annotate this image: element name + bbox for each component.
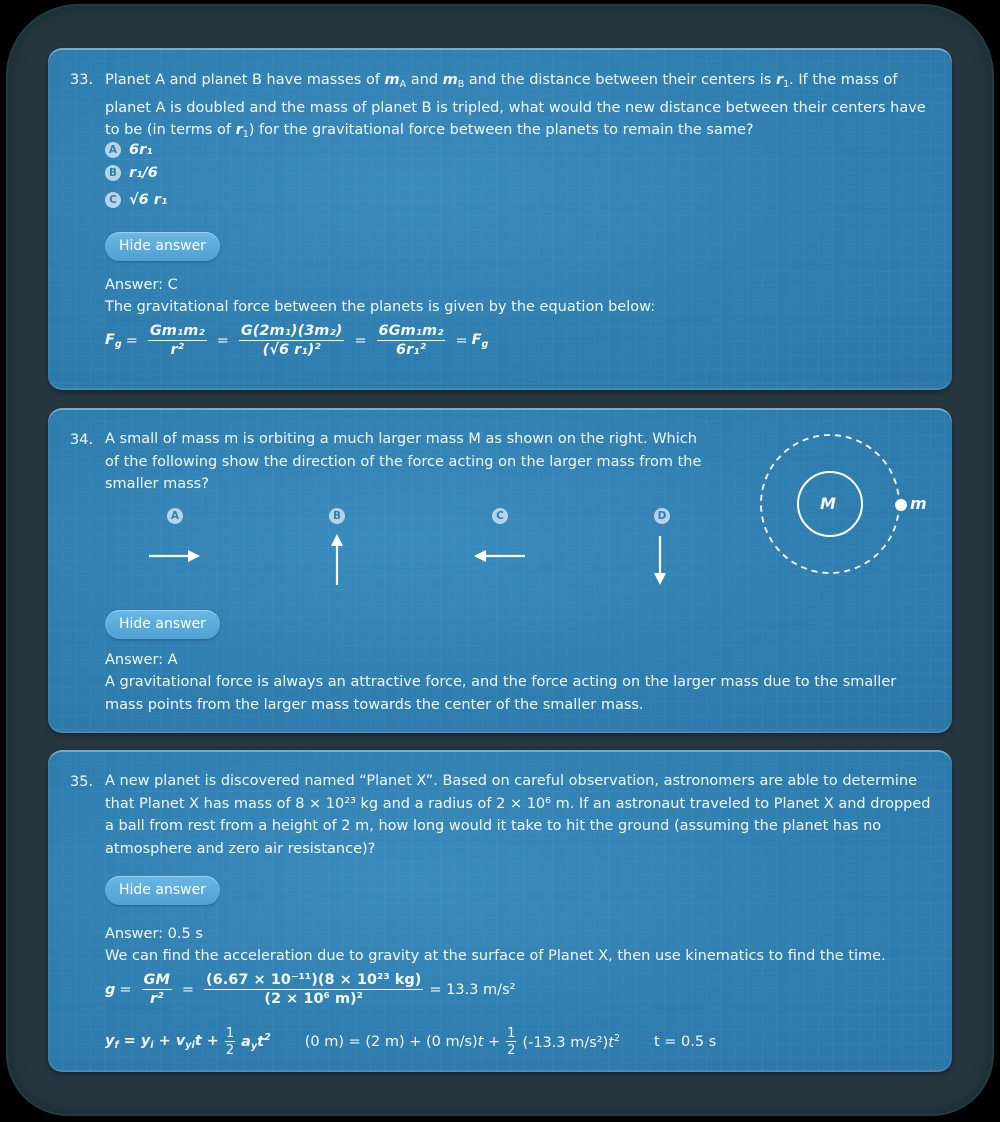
eq-term: g [105, 981, 116, 998]
hide-answer-button[interactable]: Hide answer [105, 876, 220, 905]
answer-label: Answer: A [105, 652, 178, 668]
question-number: 35. [70, 774, 94, 790]
hide-answer-button[interactable]: Hide answer [105, 610, 220, 639]
question-number: 33. [70, 72, 94, 88]
gravity-equation: g = $\frac{GM}{\text{r²}}$ = $\frac{\text{(6.67 × 10⁻¹¹)(8 × 10²³ kg)}}{\text{(2 × 10⁶ m)²}}$ = 13.3 m/s² [105, 972, 516, 1007]
large-mass-label: M [820, 494, 836, 513]
answer-label: Answer: C [105, 277, 178, 293]
choice-label: 6r₁ [129, 142, 153, 158]
arrow-up-icon[interactable] [329, 533, 345, 587]
question-line-3: a ball from rest from a height of 2 m, how long would it take to hit the ground (assuming the planet has no [105, 818, 882, 834]
choice-c[interactable] [105, 189, 167, 211]
option-d-badge[interactable]: D [654, 508, 670, 524]
question-line-4: atmosphere and zero air resistance)? [105, 840, 376, 857]
answer-explanation: We can find the acceleration due to gravity at the surface of Planet X, then use kinematics to find the time. [105, 948, 886, 964]
arrow-left-icon[interactable] [472, 548, 528, 564]
choice-label: √6 r₁ [129, 192, 168, 208]
question-card-34 [48, 408, 952, 733]
arrow-right-icon[interactable] [148, 548, 204, 564]
gravitational-force-equation: $F_g$ = $\frac{\text{Gm₁m₂}}{\text{r²}}$ = $\frac{\text{G(2m₁)(3m₂)}}{\text{(√6 r₁)²}}$ = $\frac{\text{6Gm₁m₂}}{\text{6r₁²}}$ = $F_g$ [105, 323, 489, 358]
question-line-1: A new planet is discovered named “Planet X”. Based on careful observation, astronomers are able to determine [105, 773, 918, 789]
hide-answer-button[interactable]: Hide answer [105, 232, 220, 261]
eq-fraction: $\frac{\text{Gm₁m₂}}{\text{r²}}$ [149, 323, 205, 358]
eq-half: $\frac{1}{2}$ [225, 1026, 235, 1058]
eq-term: $F_g$ [471, 331, 489, 350]
eq-general: $y_f = y_i + v_{yi}t$ + [105, 1033, 219, 1051]
choice-letter-badge: A [105, 142, 121, 158]
question-number: 34. [70, 432, 94, 448]
choice-label: r₁/6 [129, 165, 158, 181]
answer-explanation: The gravitational force between the planets is given by the equation below: [105, 299, 656, 315]
question-card-33 [48, 48, 952, 390]
question-line-2: planet A is doubled and the mass of planet B is tripled, what would the new distance between their centers have [105, 99, 926, 116]
eq-solution: t = 0.5 s [654, 1034, 717, 1050]
explanation-line: A gravitational force is always an attractive force, and the force acting on the larger mass due to the smaller [105, 674, 897, 690]
eq-fraction: $\frac{\text{(6.67 × 10⁻¹¹)(8 × 10²³ kg)}}{\text{(2 × 10⁶ m)²}}$ [206, 972, 422, 1007]
question-line-3: smaller mass? [105, 476, 209, 492]
question-text [105, 770, 931, 860]
option-a-badge[interactable]: A [167, 508, 183, 524]
choice-b[interactable] [105, 162, 158, 184]
answer-label: Answer: 0.5 s [105, 926, 203, 942]
eq-fraction: $\frac{\text{6Gm₁m₂}}{\text{6r₁²}}$ [378, 323, 444, 358]
explanation-line: mass points from the larger mass towards the center of the smaller mass. [105, 696, 644, 713]
arrow-down-icon[interactable] [652, 535, 668, 587]
eq-substituted: (0 m) = (2 m) + (0 m/s)t + [304, 1034, 501, 1050]
choice-a[interactable] [105, 139, 153, 161]
question-text [105, 428, 701, 496]
option-c-badge[interactable]: C [492, 508, 508, 524]
eq-fraction: $\frac{GM}{\text{r²}}$ [143, 972, 170, 1007]
eq-term: $F_g$ [105, 331, 122, 350]
choice-letter-badge: B [105, 165, 121, 181]
question-line-1: Planet A and planet B have masses of $m_A$ and $m_B$ and the distance between their centers is $r_1$. If the mass of [105, 72, 898, 90]
answer-explanation [105, 671, 896, 716]
eq-fraction: $\frac{\text{G(2m₁)(3m₂)}}{\text{(√6 r₁)²}}$ [240, 323, 343, 358]
question-line-2: of the following show the direction of the force acting on the larger mass from the [105, 453, 702, 470]
question-line-1: A small of mass m is orbiting a much larger mass M as shown on the right. Which [105, 431, 697, 447]
question-text [105, 69, 926, 147]
question-card-35 [48, 750, 952, 1072]
small-mass-dot [895, 499, 907, 511]
question-line-3: to be (in terms of $r_1$) for the gravitational force between the planets to remain the same? [105, 122, 754, 140]
eq-result: = 13.3 m/s² [429, 981, 516, 998]
question-line-2: that Planet X has mass of 8 × 10²³ kg and a radius of 2 × 10⁶ m. If an astronaut traveled to Planet X and dropped [105, 795, 931, 812]
choice-letter-badge: C [105, 192, 121, 208]
small-mass-label: m [910, 494, 927, 513]
option-b-badge[interactable]: B [329, 508, 345, 524]
kinematics-equation: $y_f = y_i + v_{yi}t$ + $\frac{1}{2}$ $a_yt^2$ (0 m) = (2 m) + (0 m/s)t + $\frac{1}{2}$ (-13.3 $m/s^2)t^2$ t = 0.5 s [105, 1026, 717, 1058]
